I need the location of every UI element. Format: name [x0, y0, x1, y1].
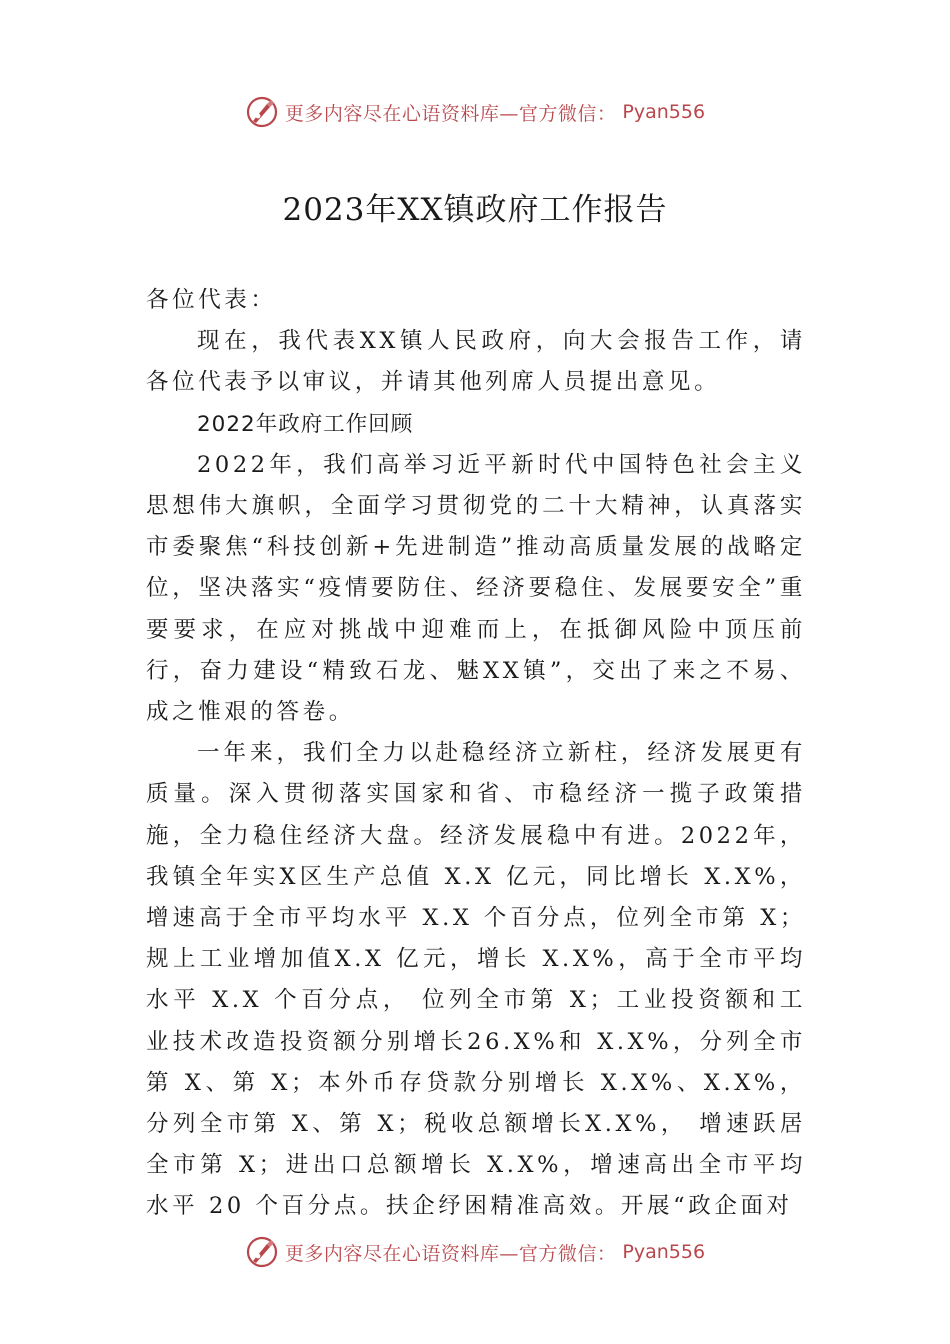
- pen-logo-icon: [245, 1235, 279, 1269]
- watermark-wechat-id: Pyan556: [622, 101, 706, 123]
- watermark-wechat-id: Pyan556: [622, 1241, 706, 1263]
- watermark-banner-bottom: [0, 1232, 950, 1272]
- watermark-banner-top: [0, 92, 950, 132]
- economy-paragraph: 一年来，我们全力以赴稳经济立新柱，经济发展更有质量。深入贯彻落实国家和省、市稳经济一揽子政策措施，全力稳住经济大盘。经济发展稳中有进。2022年，我镇全年实X区生产总值 X.X 亿元，同比增长 X.X%，增速高于全市平均水平 X.X 个百分点，位列全市第 X；规上工业增加值X.X 亿元，增长 X.X%，高于全市平均水平 X.X 个百分点， 位列全市第 X；工业投资额和工业技术改造投资额分别增长26.X%和 X.X%，分列全市第 X、第 X；本外币存贷款分别增长 X.X%、X.X%，分列全市第 X、第 X；税收总额增长X.X%， 增速跃居全市第 X；进出口总额增长 X.X%，增速高出全市平均水平 20 个百分点。扶企纾困精准高效。开展“政企面对: [146, 740, 806, 1220]
- watermark-text: 更多内容尽在心语资料库—官方微信：: [284, 102, 617, 125]
- intro-paragraph: 现在，我代表XX镇人民政府，向大会报告工作，请各位代表予以审议，并请其他列席人员提出意见。: [146, 328, 806, 396]
- watermark-text: 更多内容尽在心语资料库—官方微信：: [284, 1242, 617, 1265]
- document-body: [146, 280, 806, 1228]
- section-heading: 2022年政府工作回顾: [197, 411, 414, 437]
- salutation: 各位代表：: [146, 287, 277, 313]
- pen-logo-icon: [245, 95, 279, 129]
- document-title: 2023年XX镇政府工作报告: [282, 192, 668, 228]
- review-paragraph: 2022年，我们高举习近平新时代中国特色社会主义思想伟大旗帜，全面学习贯彻党的二十大精神，认真落实市委聚焦“科技创新+先进制造”推动高质量发展的战略定位，坚决落实“疫情要防住、经济要稳住、发展要安全”重要要求，在应对挑战中迎难而上，在抵御风险中顶压前行，奋力建设“精致石龙、魅XX镇”，交出了来之不易、成之惟艰的答卷。: [146, 451, 806, 726]
